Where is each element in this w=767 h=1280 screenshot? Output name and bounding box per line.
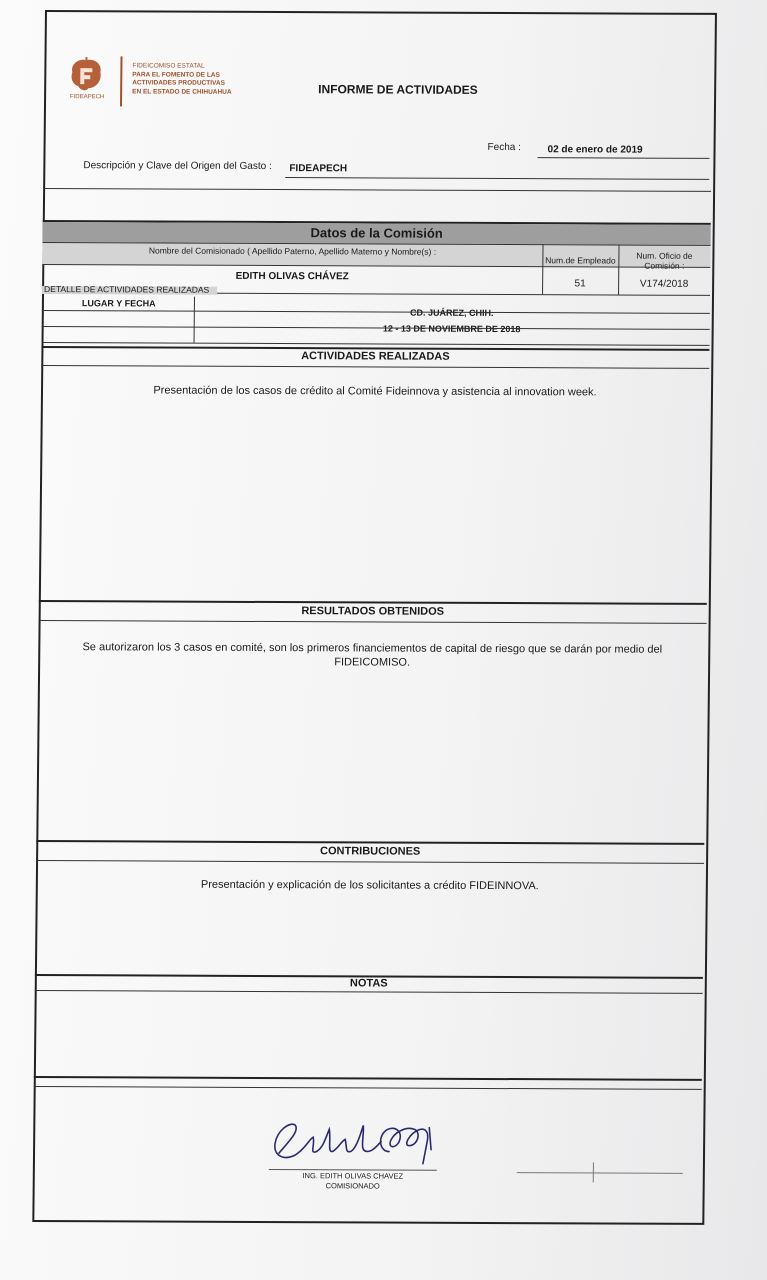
detalle-label: DETALLE DE ACTIVIDADES REALIZADAS [44,284,210,295]
origen-value: FIDEAPECH [289,163,348,175]
org-name-line: EN EL ESTADO DE CHIHUAHUA [132,87,232,96]
resultados-title: RESULTADOS OBTENIDOS [301,605,445,618]
signer-name: ING. EDITH OLIVAS CHAVEZ [302,1171,404,1181]
notas-title: NOTAS [349,977,388,990]
empleado-value: 51 [574,278,586,290]
oficio-value: V174/2018 [639,278,689,290]
signature-tick [593,1162,594,1182]
signature-graphic [269,1111,460,1172]
nombre-header: Nombre del Comisionado ( Apellido Paterno, Apellido Materno y Nombre(s) : [148,245,437,257]
fideapech-logo-icon [66,54,106,94]
origen-label: Descripción y Clave del Origen del Gasto : [83,160,272,172]
report-form [32,10,715,1223]
org-logo [66,54,107,104]
nombre-value: EDITH OLIVAS CHÁVEZ [235,270,349,283]
detalle-fecha-value: 12 - 13 DE NOVIEMBRE DE 2018 [382,323,521,335]
signer-role: COMISIONADO [325,1181,380,1191]
comision-title: Datos de la Comisión [310,225,443,241]
org-name-line: PARA EL FOMENTO DE LAS [132,70,220,79]
actividades-text: Presentación de los casos de crédito al Comité Fideinnova y asistencia al innovation week. [153,384,597,399]
org-name [132,62,232,96]
lugar-fecha-label: LUGAR Y FECHA [81,298,156,309]
org-name-line: FIDEICOMISO ESTATAL [132,62,205,70]
resultados-text [38,640,706,671]
contribuciones-text: Presentación y explicación de los solicitantes a crédito FIDEINNOVA. [200,878,539,893]
oficio-header-line: Num. Oficio de [636,250,693,261]
org-name-line: ACTIVIDADES PRODUCTIVAS [132,79,225,87]
actividades-title: ACTIVIDADES REALIZADAS [301,350,450,363]
resultados-line: Se autorizaron los 3 casos en comité, son los primeros financiementos de capital de riesgo que se darán por medio del [82,641,663,656]
oficio-header-line: Comisión : [644,260,685,271]
empleado-header: Num.de Empleado [545,255,616,266]
fecha-value: 02 de enero de 2019 [547,144,643,156]
resultados-line: FIDEICOMISO. [334,656,411,669]
fecha-label: Fecha : [487,141,521,154]
contribuciones-title: CONTRIBUCIONES [320,845,421,858]
doc-title: INFORME DE ACTIVIDADES [318,82,478,97]
lugar-value: CD. JUÁREZ, CHIH. [410,307,494,318]
signature-block [269,1171,437,1192]
logo-caption: FIDEAPECH [69,94,105,101]
